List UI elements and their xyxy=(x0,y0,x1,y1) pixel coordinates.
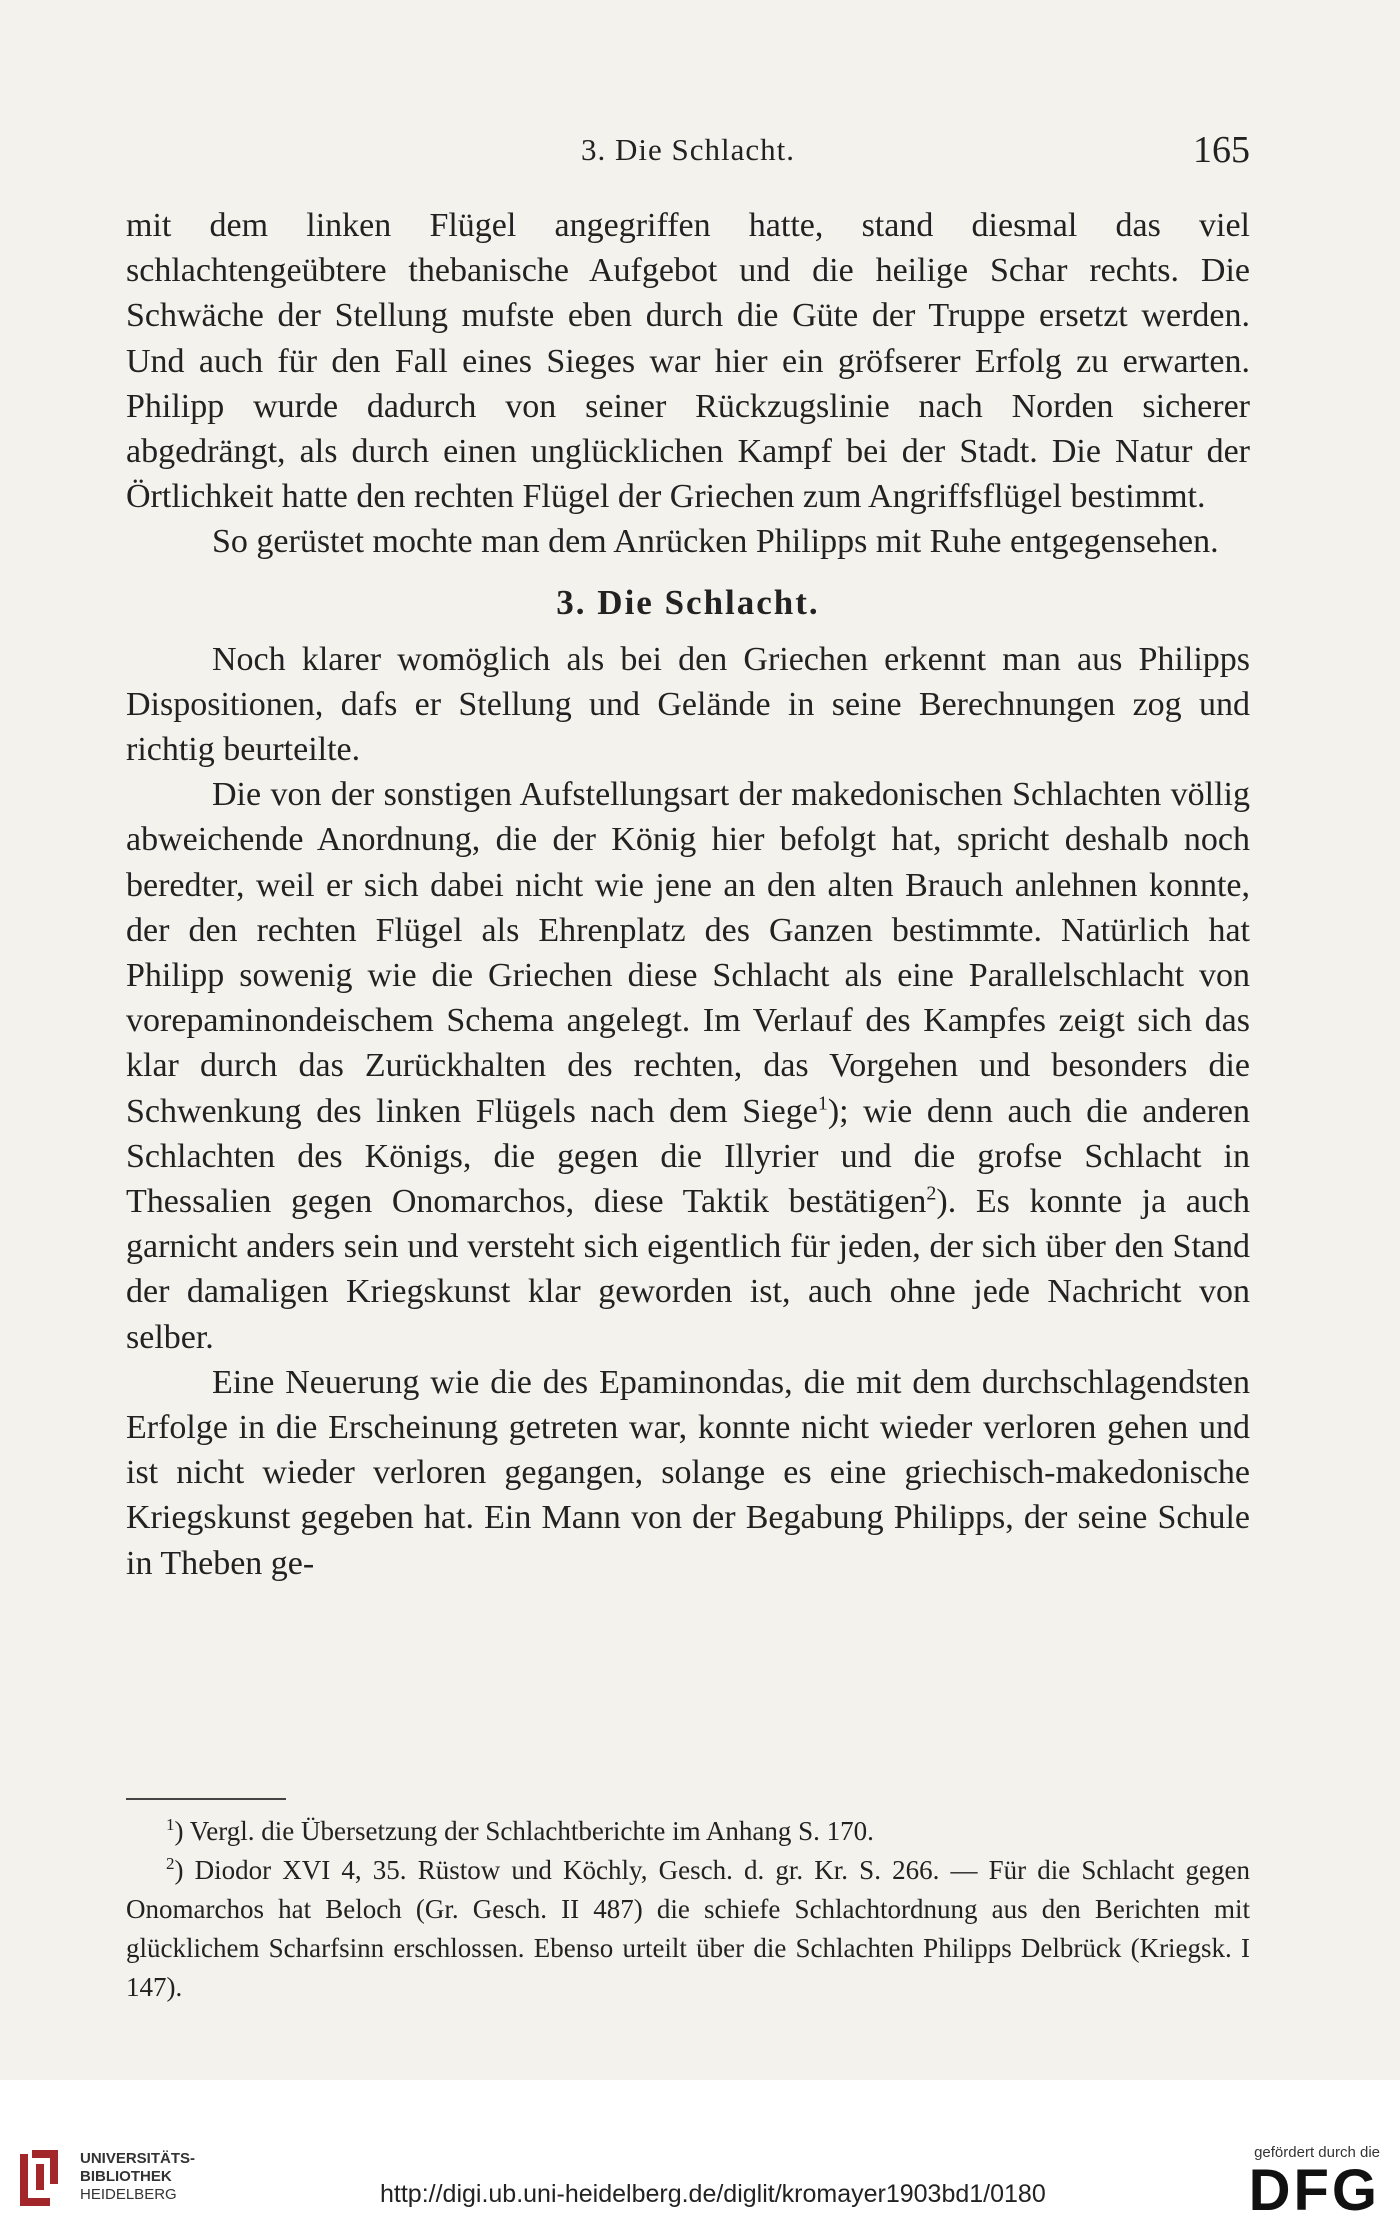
paragraph-5: Eine Neuerung wie die des Epaminondas, die mit dem durchschlagendsten Erfolge in die Erscheinung getreten war, konnte nicht wieder verloren gehen und ist nicht wieder verloren gegangen, solange es eine griechisch-makedonische Kriegskunst gegeben hat. Ein Mann von der Begabung Philipps, der seine Schule in Theben ge- xyxy=(126,1363,1250,1582)
page-number: 165 xyxy=(1193,129,1250,171)
footnote-2-marker: 2 xyxy=(166,1854,175,1873)
paragraph-4-part-b: ); wie denn auch die anderen Schlachten des Königs, die gegen die Illyrier und die grofse Schlacht in Thessalien gegen Onomarchos, diese Taktik bestätigen xyxy=(126,1092,1250,1221)
paragraph-4-part-c: ). Es konnte ja auch garnicht anders sein und versteht sich eigentlich für jeden, der sich über den Stand der damaligen Kriegskunst klar geworden ist, auch ohne jede Nachricht von selber. xyxy=(126,1183,1251,1356)
footnote-ref-2[interactable]: 2 xyxy=(926,1182,937,1205)
page-header xyxy=(126,128,1250,178)
footnote-ref-1[interactable]: 1 xyxy=(817,1092,828,1115)
ub-heidelberg-icon xyxy=(18,2144,72,2216)
section-title: 3. Die Schlacht. xyxy=(556,582,820,622)
footnote-1 xyxy=(126,1812,1250,1851)
paragraph-1: mit dem linken Flügel angegriffen hatte, stand diesmal das viel schlachtengeübtere thebanische Aufgebot und die heilige Schar rechts. Die Schwäche der Stellung mufste eben durch die Güte der Truppe ersetzt werden. Und auch für den Fall eines Sieges war hier ein gröfserer Erfolg zu erwarten. Philipp wurde dadurch von seiner Rückzugslinie nach Norden sicherer abgedrängt, als durch einen unglücklichen Kampf bei der Stadt. Die Natur der Örtlichkeit hatte den rechten Flügel der Griechen zum Angriffsflügel bestimmt. xyxy=(126,207,1250,516)
footnote-2-text: ) Diodor XVI 4, 35. Rüstow und Köchly, Gesch. d. gr. Kr. S. 266. — Für die Schlacht gegen Onomarchos hat Beloch (Gr. Gesch. II 487) die schiefe Schlachtordnung aus den Berichten mit glücklichem Scharfsinn erschlossen. Ebenso urteilt über die Schlachten Philipps Delbrück (Kriegsk. I 147). xyxy=(126,1855,1250,2002)
funding-note: gefördert durch die xyxy=(1254,2144,1380,2161)
footnote-rule xyxy=(126,1798,286,1800)
library-line-1: UNIVERSITÄTS- xyxy=(80,2150,196,2167)
paragraph-3: Noch klarer womöglich als bei den Griechen erkennt man aus Philipps Dispositionen, dafs er Stellung und Gelände in seine Berechnungen zog und richtig beurteilte. xyxy=(126,640,1250,769)
library-line-2: BIBLIOTHEK xyxy=(80,2168,172,2185)
paragraph-4-part-a: Die von der sonstigen Aufstellungsart der makedonischen Schlachten völlig abweichende Anordnung, die der König hier befolgt hat, spricht deshalb noch beredter, weil er sich dabei nicht wie jene an den alten Brauch anlehnen konnte, der den rechten Flügel als Ehrenplatz des Ganzen bestimmte. Natürlich hat Philipp sowenig wie die Griechen diese Schlacht als eine Parallelschlacht von vorepaminondeischem Schema angelegt. Im Verlauf des Kampfes zeigt sich das klar durch das Zurückhalten des rechten, das Vorgehen und besonders die Schwenkung des linken Flügels nach dem Siege xyxy=(126,776,1250,1130)
footnotes xyxy=(126,1812,1250,2007)
paragraph-4 xyxy=(126,772,1250,1360)
footnote-1-marker: 1 xyxy=(166,1815,175,1834)
dfg-logo[interactable] xyxy=(1230,2144,1380,2221)
library-line-3: HEIDELBERG xyxy=(80,2186,177,2203)
body-text xyxy=(126,203,1250,1586)
library-name xyxy=(80,2150,195,2204)
running-head: 3. Die Schlacht. xyxy=(580,132,795,167)
paragraph-2: So gerüstet mochte man dem Anrücken Philipps mit Ruhe entgegensehen. xyxy=(212,523,1219,561)
viewer-footer xyxy=(0,2080,1400,2238)
dfg-logo-text: DFG xyxy=(1248,2158,1380,2223)
permalink-url[interactable]: http://digi.ub.uni-heidelberg.de/diglit/kromayer1903bd1/0180 xyxy=(380,2180,1046,2208)
library-logo[interactable] xyxy=(18,2144,218,2224)
footnote-1-text: ) Vergl. die Übersetzung der Schlachtberichte im Anhang S. 170. xyxy=(174,1816,874,1846)
footnote-2 xyxy=(126,1851,1250,2007)
